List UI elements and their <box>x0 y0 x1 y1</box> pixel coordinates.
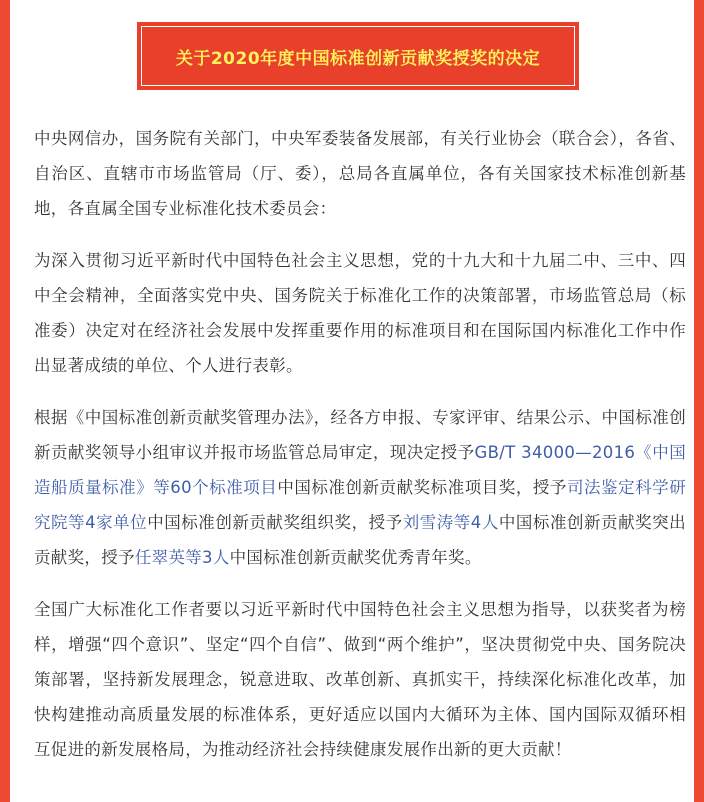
link-standard-projects[interactable]: GB/T 34000—2016《中国造船质量标准》等60个标准项目 <box>34 443 686 497</box>
paragraph-call-to-action: 全国广大标准化工作者要以习近平新时代中国特色社会主义思想为指导，以获奖者为榜样，增强“四个意识”、坚定“四个自信”、做到“两个维护”，坚决贯彻党中央、国务院决策部署，坚持新发展理念，锐意进取、改革创新、真抓实干，持续深化标准化改革，加快构建推动高质量发展的标准体系，更好适应以国内大循环为主体、国内国际双循环相互促进的新发展格局，为推动经济社会持续健康发展作出新的更大贡献！ <box>34 600 686 759</box>
paragraph-purpose: 为深入贯彻习近平新时代中国特色社会主义思想，党的十九大和十九届二中、三中、四中全会精神，全面落实党中央、国务院关于标准化工作的决策部署，市场监管总局（标准委）决定对在经济社会发展中发挥重要作用的标准项目和在国际国内标准化工作中作出显著成绩的单位、个人进行表彰。 <box>34 251 686 375</box>
link-youth-award[interactable]: 任翠英等3人 <box>134 548 230 567</box>
awards-text-1: 根据《中国标准创新贡献奖管理办法》，经各方申报、专家评审、结果公示、中国标准创新贡献奖领导小组审议并报市场监管总局审定，现决定授予 <box>34 408 686 462</box>
link-organization-award[interactable]: 司法鉴定科学研究院等4家单位 <box>34 478 686 532</box>
document-title: 关于2020年度中国标准创新贡献奖授奖的决定 <box>175 48 541 69</box>
awards-text-3: 中国标准创新贡献奖组织奖，授予 <box>147 513 403 532</box>
title-frame <box>141 26 575 86</box>
awards-text-4: 中国标准创新贡献奖突出贡献奖，授予 <box>34 513 686 567</box>
link-outstanding-contribution[interactable]: 刘雪涛等4人 <box>402 513 499 532</box>
awards-text-2: 中国标准创新贡献奖标准项目奖，授予 <box>277 478 567 497</box>
title-banner <box>137 22 579 90</box>
paragraph-addressees: 中央网信办，国务院有关部门，中央军委装备发展部，有关行业协会（联合会），各省、自治区、直辖市市场监管局（厅、委），总局各直属单位，各有关国家技术标准创新基地，各直属全国专业标准化技术委员会： <box>34 129 686 218</box>
awards-text-5: 中国标准创新贡献奖优秀青年奖。 <box>229 548 482 567</box>
document-body <box>34 121 686 784</box>
paragraph-awards <box>34 400 686 575</box>
